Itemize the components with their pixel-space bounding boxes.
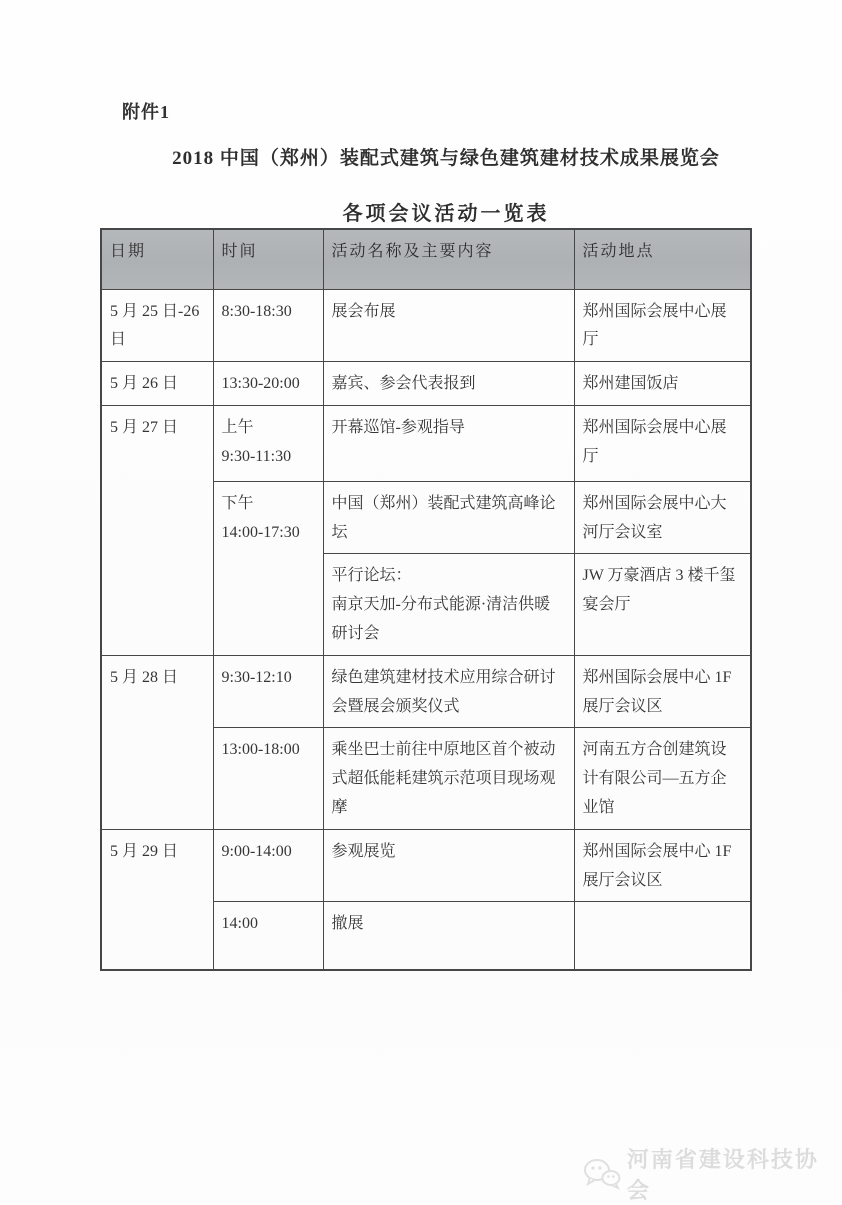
time-period-label: 上午 [221, 418, 254, 436]
wechat-icon [583, 1157, 621, 1191]
column-header-time: 时间 [213, 229, 323, 289]
cell-r5-activity [323, 554, 574, 655]
cell-r6-date: 5 月 28 日 [101, 655, 213, 829]
cell-r8-location: 郑州国际会展中心 1F 展厅会议区 [574, 829, 751, 902]
cell-r4-location: 郑州国际会展中心大河厅会议室 [574, 481, 751, 554]
cell-r7-time: 13:00-18:00 [213, 728, 323, 829]
cell-r3-location: 郑州国际会展中心展厅 [574, 405, 751, 481]
cell-r1-date: 5 月 25 日-26 日 [101, 289, 213, 362]
watermark [583, 1143, 842, 1205]
cell-r6-location: 郑州国际会展中心 1F 展厅会议区 [574, 655, 751, 728]
column-header-date: 日期 [101, 229, 213, 289]
cell-r1-activity: 展会布展 [323, 289, 574, 362]
cell-r5-location: JW 万豪酒店 3 楼千玺宴会厅 [574, 554, 751, 655]
cell-r3-time [213, 405, 323, 481]
table-row [101, 655, 751, 728]
time-period-label: 下午 [221, 494, 254, 512]
column-header-activity: 活动名称及主要内容 [323, 229, 574, 289]
cell-r1-time: 8:30-18:30 [213, 289, 323, 362]
cell-r8-activity: 参观展览 [323, 829, 574, 902]
table-row [101, 405, 751, 481]
activity-detail: 南京天加-分布式能源·清洁供暖研讨会 [331, 596, 551, 643]
cell-r2-time: 13:30-20:00 [213, 362, 323, 406]
cell-r4-time [213, 481, 323, 655]
cell-r7-location: 河南五方合创建筑设计有限公司—五方企业馆 [574, 728, 751, 829]
time-range: 14:00-17:30 [221, 523, 300, 541]
cell-r2-date: 5 月 26 日 [101, 362, 213, 406]
cell-r2-location: 郑州建国饭店 [574, 362, 751, 406]
cell-r8-date: 5 月 29 日 [101, 829, 213, 970]
table-header-row [101, 229, 751, 289]
cell-r2-activity: 嘉宾、参会代表报到 [323, 362, 574, 406]
table-row [101, 289, 751, 362]
cell-r1-location: 郑州国际会展中心展厅 [574, 289, 751, 362]
table-row [101, 829, 751, 902]
document-subtitle: 各项会议活动一览表 [342, 203, 550, 225]
cell-r6-time: 9:30-12:10 [213, 655, 323, 728]
cell-r4-activity: 中国（郑州）装配式建筑高峰论坛 [323, 481, 574, 554]
cell-r7-activity: 乘坐巴士前往中原地区首个被动式超低能耗建筑示范项目现场观摩 [323, 728, 574, 829]
cell-r8-time: 9:00-14:00 [213, 829, 323, 902]
watermark-text: 河南省建设科技协会 [626, 1147, 819, 1203]
table-row [101, 362, 751, 406]
schedule-table [100, 228, 752, 971]
cell-r3-date: 5 月 27 日 [101, 405, 213, 655]
document-title: 2018 中国（郑州）装配式建筑与绿色建筑建材技术成果展览会 [172, 148, 720, 169]
activity-title: 平行论坛： [331, 567, 412, 585]
cell-r6-activity: 绿色建筑建材技术应用综合研讨会暨展会颁奖仪式 [323, 655, 574, 728]
cell-r3-activity: 开幕巡馆-参观指导 [323, 405, 574, 481]
cell-r9-activity: 撤展 [323, 902, 574, 970]
time-range: 9:30-11:30 [221, 447, 292, 465]
cell-r9-location [574, 902, 751, 970]
column-header-location: 活动地点 [574, 229, 751, 289]
cell-r9-time: 14:00 [213, 902, 323, 970]
attachment-label: 附件1 [122, 102, 170, 122]
